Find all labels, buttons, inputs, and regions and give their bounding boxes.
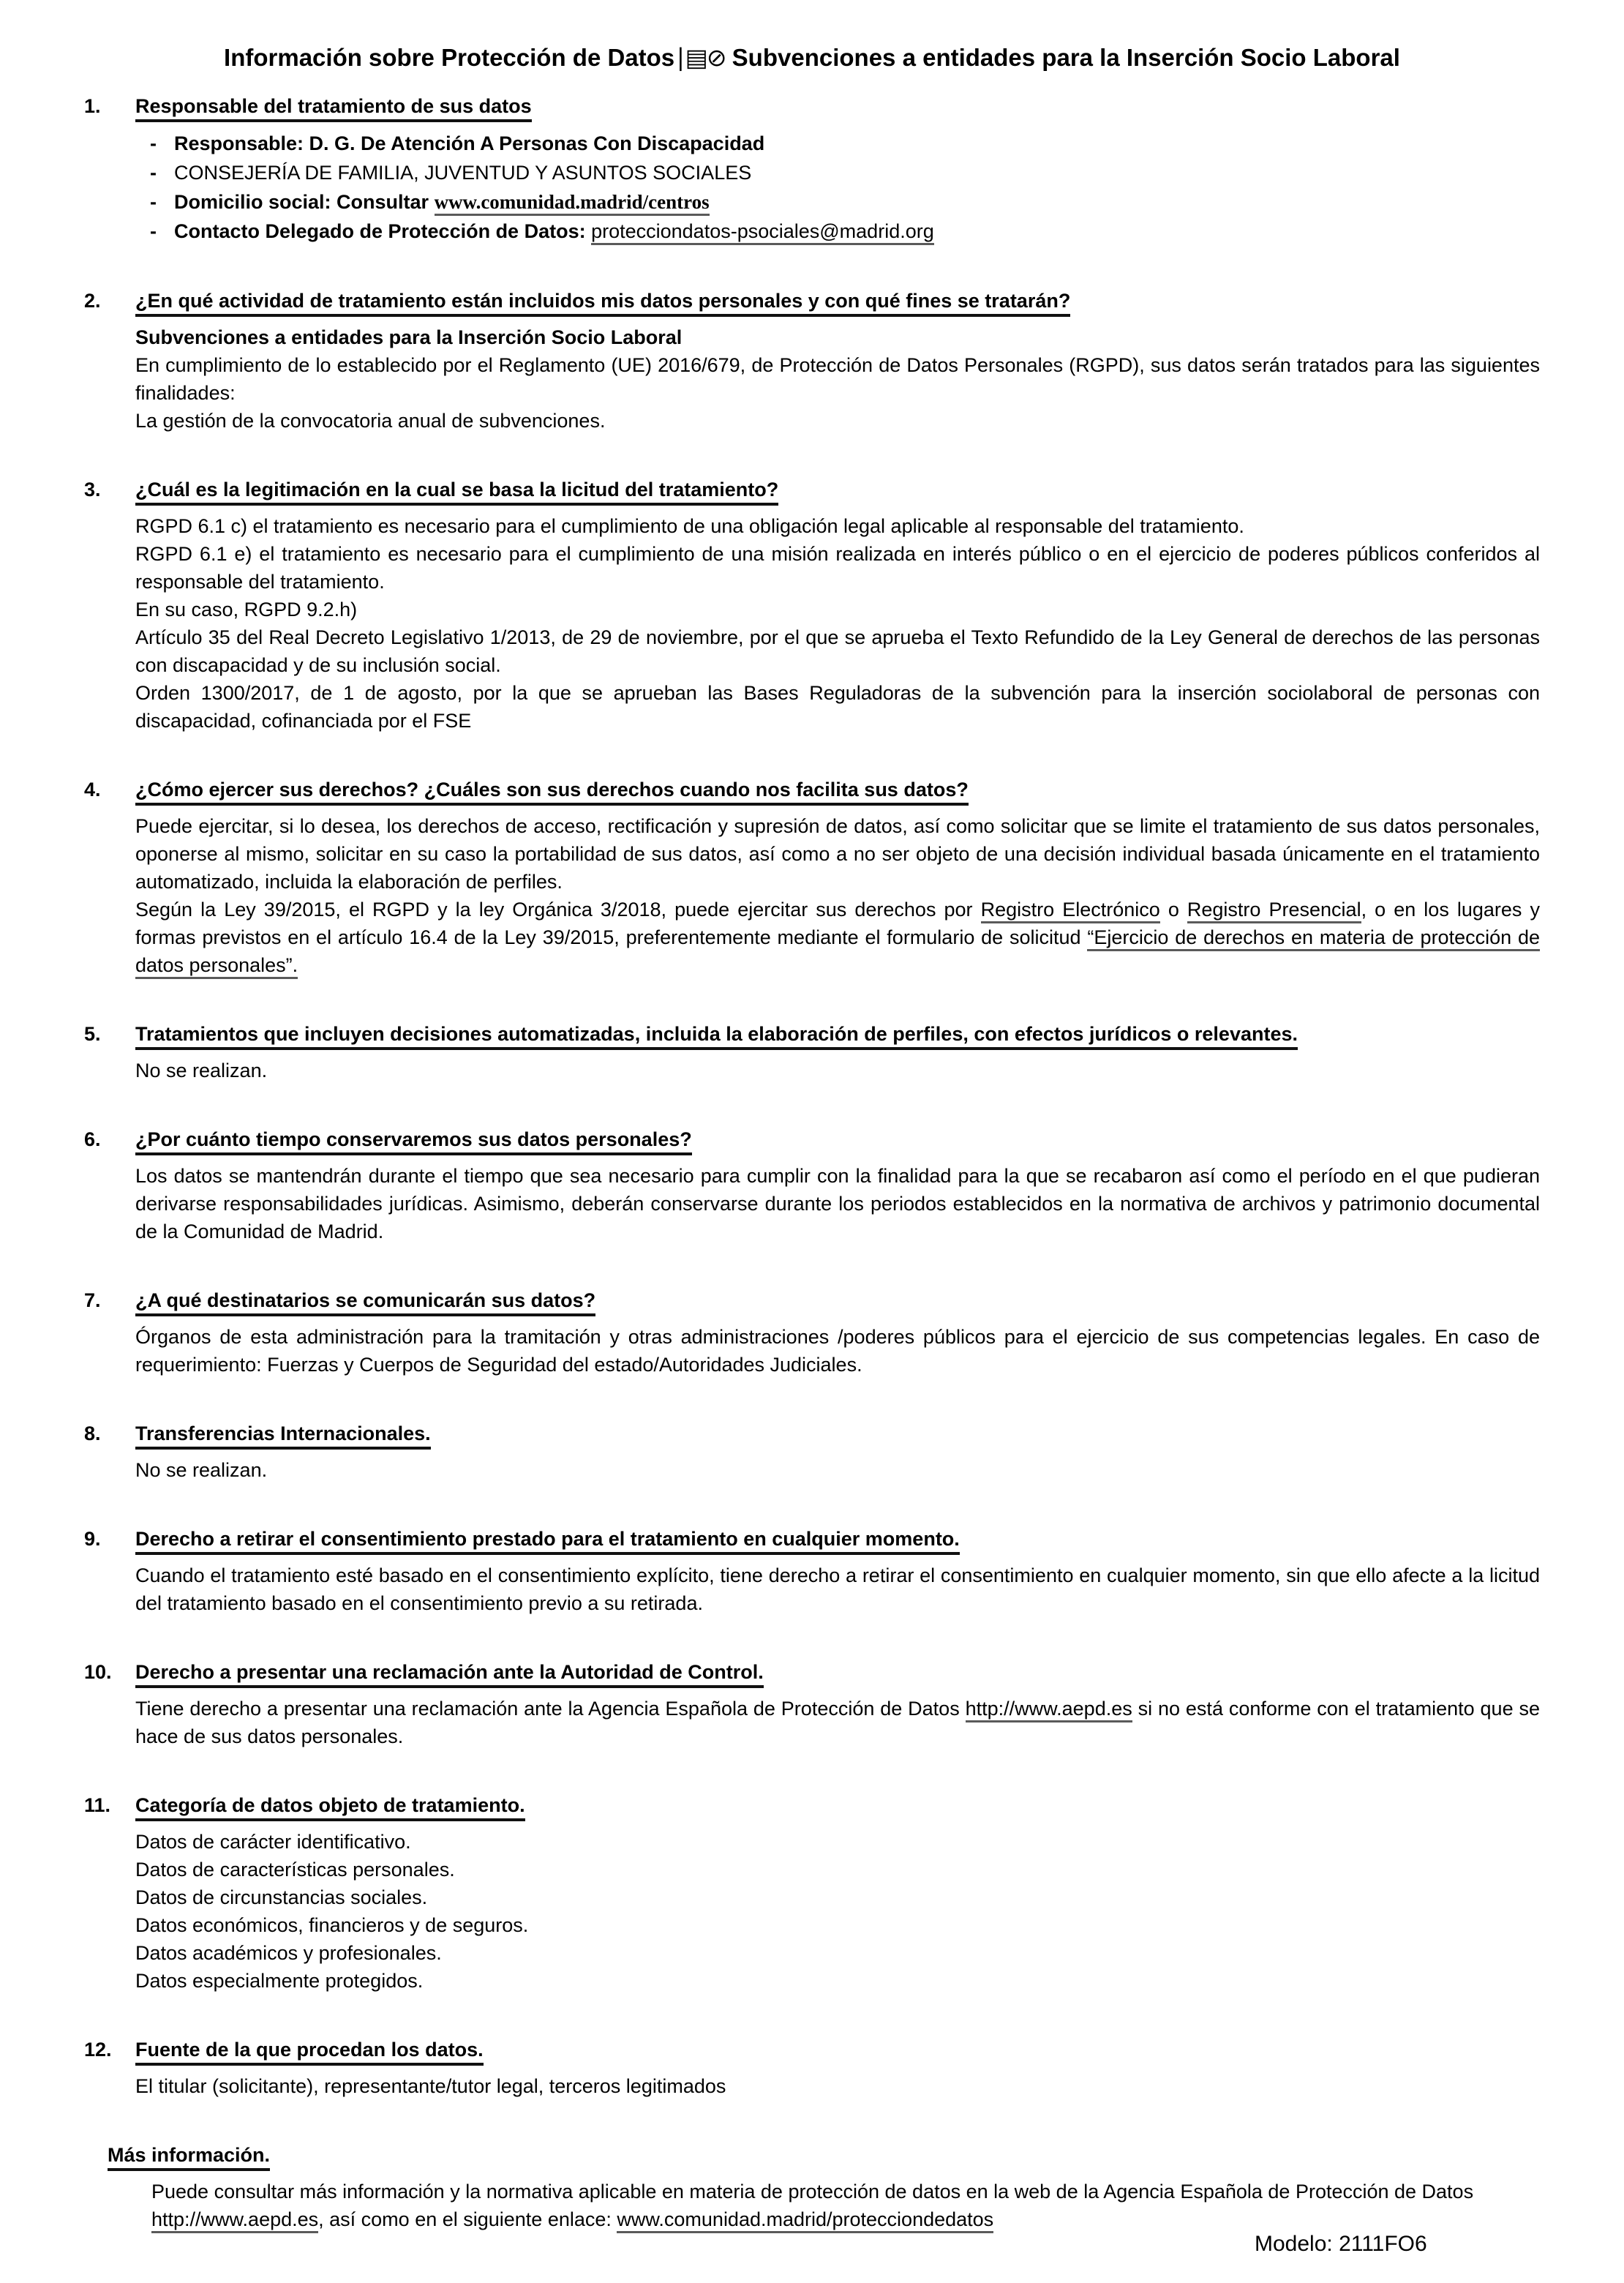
text-segment: o bbox=[1159, 899, 1187, 921]
section-content bbox=[108, 2141, 1540, 2233]
section-heading-row bbox=[135, 476, 1540, 503]
text-segment: , o en los lugares y formas previstos en el artículo 16.4 de la Ley 39/2015, preferentemente mediante el formulario de solicitud bbox=[135, 899, 1540, 948]
paragraph bbox=[135, 679, 1540, 735]
document-body bbox=[84, 92, 1540, 2233]
text-segment: Cuando el tratamiento esté basado en el consentimiento explícito, tiene derecho a retirar el consentimiento en cualquier momento, sin que ello afecte a la licitud del tratamiento basado en el consentimiento previo a su retirada. bbox=[135, 1564, 1540, 1614]
text-segment: Puede ejercitar, si lo desea, los derechos de acceso, rectificación y supresión de datos, así como solicitar que se limite el tratamiento de sus datos personales, oponerse al mismo, solicitar en su caso la portabilidad de sus datos, así como a no ser objeto de una decisión individual basada únicamente en el tratamiento automatizado, incluida la elaboración de perfiles. bbox=[135, 815, 1540, 893]
section-number: 5. bbox=[84, 1023, 101, 1045]
bullet-text bbox=[174, 217, 934, 246]
text-segment: si no está conforme con el tratamiento que se hace de sus datos personales. bbox=[135, 1698, 1540, 1747]
section-heading: Más información. bbox=[108, 2144, 270, 2171]
section-number-column bbox=[84, 1525, 135, 1617]
section-heading-row bbox=[135, 1658, 1540, 1686]
section bbox=[84, 1020, 1540, 1084]
link[interactable]: Registro Electrónico bbox=[981, 899, 1160, 923]
section-content bbox=[135, 476, 1540, 735]
paragraph bbox=[135, 540, 1540, 596]
text-segment: , así como en el siguiente enlace: bbox=[318, 2208, 617, 2230]
section-number-column bbox=[84, 2141, 108, 2233]
section-number-column bbox=[84, 1020, 135, 1084]
link[interactable]: “Ejercicio de derechos en materia de protección de datos personales”. bbox=[135, 926, 1540, 979]
paragraph bbox=[135, 1856, 1540, 1883]
paragraph bbox=[135, 407, 1540, 435]
paragraph bbox=[135, 1456, 1540, 1484]
section-number: 8. bbox=[84, 1422, 101, 1444]
link[interactable]: http://www.aepd.es bbox=[151, 2208, 318, 2233]
text-segment: Datos de carácter identificativo. bbox=[135, 1831, 411, 1853]
paragraph bbox=[135, 1883, 1540, 1911]
text-segment: Orden 1300/2017, de 1 de agosto, por la que se aprueban las Bases Reguladoras de la subvención para la inserción sociolaboral de personas con discapacidad, cofinanciada por el FSE bbox=[135, 682, 1540, 732]
section-heading: ¿Por cuánto tiempo conservaremos sus datos personales? bbox=[135, 1128, 692, 1155]
section-heading-row bbox=[135, 92, 1540, 120]
page-title-subject: Subvenciones a entidades para la Inserción Socio Laboral bbox=[725, 44, 1400, 71]
paragraph bbox=[135, 1911, 1540, 1939]
section-number-column bbox=[84, 287, 135, 435]
section-heading-row bbox=[108, 2141, 1540, 2169]
section-heading: Derecho a retirar el consentimiento prestado para el tratamiento en cualquier momento. bbox=[135, 1528, 960, 1555]
paragraph bbox=[135, 1057, 1540, 1084]
section bbox=[84, 92, 1540, 246]
section-heading-row bbox=[135, 1525, 1540, 1553]
section bbox=[84, 2036, 1540, 2100]
paragraph bbox=[135, 1967, 1540, 1995]
section-content bbox=[135, 2036, 1540, 2100]
section bbox=[84, 2141, 1540, 2233]
section-heading-row bbox=[135, 1420, 1540, 1447]
text-segment: No se realizan. bbox=[135, 1459, 268, 1481]
paragraph bbox=[135, 1828, 1540, 1856]
section-number-column bbox=[84, 1791, 135, 1995]
section-number-column bbox=[84, 2036, 135, 2100]
section-heading: Fuente de la que procedan los datos. bbox=[135, 2039, 484, 2066]
bullet-dash: - bbox=[150, 132, 157, 154]
section-content bbox=[135, 1020, 1540, 1084]
section bbox=[84, 1658, 1540, 1750]
text-segment: Responsable: D. G. De Atención A Personas Con Discapacidad bbox=[174, 132, 765, 154]
bullet-dash: - bbox=[150, 162, 157, 184]
section-number-column bbox=[84, 1420, 135, 1484]
section-heading: Derecho a presentar una reclamación ante la Autoridad de Control. bbox=[135, 1661, 764, 1688]
text-segment: Domicilio social: Consultar bbox=[174, 191, 435, 213]
text-segment: Datos económicos, financieros y de seguros. bbox=[135, 1914, 529, 1936]
text-segment: Artículo 35 del Real Decreto Legislativo 1/2013, de 29 de noviembre, por el que se aprueba el Texto Refundido de la Ley General de derechos de las personas con discapacidad y de su inclusión social. bbox=[135, 626, 1540, 676]
paragraph bbox=[135, 2072, 1540, 2100]
section-content bbox=[135, 1125, 1540, 1245]
bullet-item bbox=[135, 217, 1540, 246]
text-segment: Datos académicos y profesionales. bbox=[135, 1942, 442, 1964]
text-segment: Datos de circunstancias sociales. bbox=[135, 1886, 428, 1908]
section-content bbox=[135, 1658, 1540, 1750]
section-number: 7. bbox=[84, 1289, 101, 1311]
section-heading: ¿A qué destinatarios se comunicarán sus datos? bbox=[135, 1289, 595, 1316]
paragraph bbox=[135, 896, 1540, 979]
section-heading: ¿Cuál es la legitimación en la cual se basa la licitud del tratamiento? bbox=[135, 479, 778, 506]
text-segment: Tiene derecho a presentar una reclamación ante la Agencia Española de Protección de Datos bbox=[135, 1698, 966, 1720]
section-content bbox=[135, 776, 1540, 979]
bullet-text bbox=[174, 158, 751, 187]
section-content bbox=[135, 1791, 1540, 1995]
section-number: 6. bbox=[84, 1128, 101, 1150]
link[interactable]: www.comunidad.madrid/centros bbox=[435, 191, 710, 216]
section-heading: ¿Cómo ejercer sus derechos? ¿Cuáles son sus derechos cuando nos facilita sus datos? bbox=[135, 779, 969, 806]
footer-model-code: Modelo: 2111FO6 bbox=[1255, 2232, 1427, 2256]
text-segment: Contacto Delegado de Protección de Datos: bbox=[174, 220, 592, 242]
text-segment: Datos de características personales. bbox=[135, 1859, 455, 1881]
text-segment: La gestión de la convocatoria anual de subvenciones. bbox=[135, 410, 606, 432]
link[interactable]: www.comunidad.madrid/protecciondedatos bbox=[617, 2208, 993, 2233]
section-number: 1. bbox=[84, 95, 101, 117]
section-heading-row bbox=[135, 1125, 1540, 1153]
text-segment: No se realizan. bbox=[135, 1060, 268, 1081]
paragraph bbox=[135, 812, 1540, 896]
section-number-column bbox=[84, 1658, 135, 1750]
section-number: 4. bbox=[84, 779, 101, 801]
section bbox=[84, 1791, 1540, 1995]
paragraph bbox=[135, 596, 1540, 623]
text-segment: En su caso, RGPD 9.2.h) bbox=[135, 599, 358, 621]
paragraph bbox=[135, 1323, 1540, 1379]
link[interactable]: Registro Presencial bbox=[1187, 899, 1361, 923]
section-heading: ¿En qué actividad de tratamiento están incluidos mis datos personales y con qué fines se tratarán? bbox=[135, 290, 1070, 317]
page-title bbox=[84, 42, 1540, 73]
section bbox=[84, 1525, 1540, 1617]
section-heading: Transferencias Internacionales. bbox=[135, 1422, 431, 1450]
text-segment: RGPD 6.1 e) el tratamiento es necesario para el cumplimiento de una misión realizada en interés público o en el ejercicio de poderes públicos conferidos al responsable del tratamiento. bbox=[135, 543, 1540, 593]
bullet-dash: - bbox=[150, 220, 157, 242]
text-segment: Según la Ley 39/2015, el RGPD y la ley Orgánica 3/2018, puede ejercitar sus derechos por bbox=[135, 899, 981, 921]
section bbox=[84, 1286, 1540, 1379]
section-number: 10. bbox=[84, 1661, 112, 1683]
section-number-column bbox=[84, 1286, 135, 1379]
section-number: 9. bbox=[84, 1528, 101, 1550]
corrupted-glyph-icon: ∣▤⊘ bbox=[674, 44, 726, 71]
section-heading-row bbox=[135, 1020, 1540, 1048]
link[interactable]: http://www.aepd.es bbox=[966, 1698, 1132, 1722]
bullet-text bbox=[174, 129, 764, 158]
paragraph bbox=[135, 351, 1540, 407]
bullet-item bbox=[135, 158, 1540, 187]
section bbox=[84, 476, 1540, 735]
bullet-dash: - bbox=[150, 191, 157, 213]
text-segment: Los datos se mantendrán durante el tiempo que sea necesario para cumplir con la finalidad para la que se recabaron así como el período en el que pudieran derivarse responsabilidades jurídicas. Asimismo, deberán conservarse durante los periodos establecidos en la normativa de archivos y patrimonio documental de la Comunidad de Madrid. bbox=[135, 1165, 1540, 1242]
page-title-text: Información sobre Protección de Datos bbox=[224, 44, 675, 71]
paragraph bbox=[135, 1562, 1540, 1617]
text-segment: Subvenciones a entidades para la Inserción Socio Laboral bbox=[135, 326, 683, 348]
text-segment: Puede consultar más información y la normativa aplicable en materia de protección de datos en la web de la Agencia Española de Protección de Datos bbox=[151, 2181, 1474, 2203]
section-number-column bbox=[84, 92, 135, 246]
section-number: 11. bbox=[84, 1794, 111, 1816]
document-content bbox=[84, 42, 1540, 2274]
paragraph bbox=[135, 1695, 1540, 1750]
section-heading: Tratamientos que incluyen decisiones automatizadas, incluida la elaboración de perfiles, con efectos jurídicos o relevantes. bbox=[135, 1023, 1298, 1050]
section-heading-row bbox=[135, 2036, 1540, 2063]
paragraph bbox=[135, 512, 1540, 540]
section-content bbox=[135, 1286, 1540, 1379]
bullet-text bbox=[174, 187, 710, 217]
section bbox=[84, 287, 1540, 435]
section-number-column bbox=[84, 1125, 135, 1245]
text-segment: RGPD 6.1 c) el tratamiento es necesario para el cumplimiento de una obligación legal aplicable al responsable del tratamiento. bbox=[135, 515, 1244, 537]
text-segment: Datos especialmente protegidos. bbox=[135, 1970, 424, 1992]
section-number: 2. bbox=[84, 290, 101, 312]
text-segment: El titular (solicitante), representante/tutor legal, terceros legitimados bbox=[135, 2075, 726, 2097]
section-heading: Categoría de datos objeto de tratamiento. bbox=[135, 1794, 525, 1821]
section-number: 12. bbox=[84, 2039, 112, 2061]
section-content bbox=[135, 287, 1540, 435]
bullet-item bbox=[135, 129, 1540, 158]
section bbox=[84, 776, 1540, 979]
section-number: 3. bbox=[84, 479, 101, 501]
paragraph bbox=[135, 1939, 1540, 1967]
paragraph bbox=[135, 323, 1540, 351]
section-heading-row bbox=[135, 287, 1540, 315]
paragraph bbox=[108, 2178, 1540, 2233]
section-content bbox=[135, 1420, 1540, 1484]
section-number-column bbox=[84, 776, 135, 979]
section-number-column bbox=[84, 476, 135, 735]
bullet-item bbox=[135, 187, 1540, 217]
text-segment: Órganos de esta administración para la tramitación y otras administraciones /poderes públicos para el ejercicio de sus competencias legales. En caso de requerimiento: Fuerzas y Cuerpos de Seguridad del estado/Autoridades Judiciales. bbox=[135, 1326, 1540, 1376]
link[interactable]: protecciondatos-psociales@madrid.org bbox=[591, 220, 934, 245]
text-segment: En cumplimiento de lo establecido por el Reglamento (UE) 2016/679, de Protección de Datos Personales (RGPD), sus datos serán tratados para las siguientes finalidades: bbox=[135, 354, 1540, 404]
section bbox=[84, 1125, 1540, 1245]
section-heading-row bbox=[135, 776, 1540, 803]
paragraph bbox=[135, 1162, 1540, 1245]
section-heading-row bbox=[135, 1286, 1540, 1314]
paragraph bbox=[135, 623, 1540, 679]
text-segment: CONSEJERÍA DE FAMILIA, JUVENTUD Y ASUNTOS SOCIALES bbox=[174, 162, 752, 184]
section-content bbox=[135, 1525, 1540, 1617]
section-heading-row bbox=[135, 1791, 1540, 1819]
section bbox=[84, 1420, 1540, 1484]
section-heading: Responsable del tratamiento de sus datos bbox=[135, 95, 532, 122]
section-content bbox=[135, 92, 1540, 246]
